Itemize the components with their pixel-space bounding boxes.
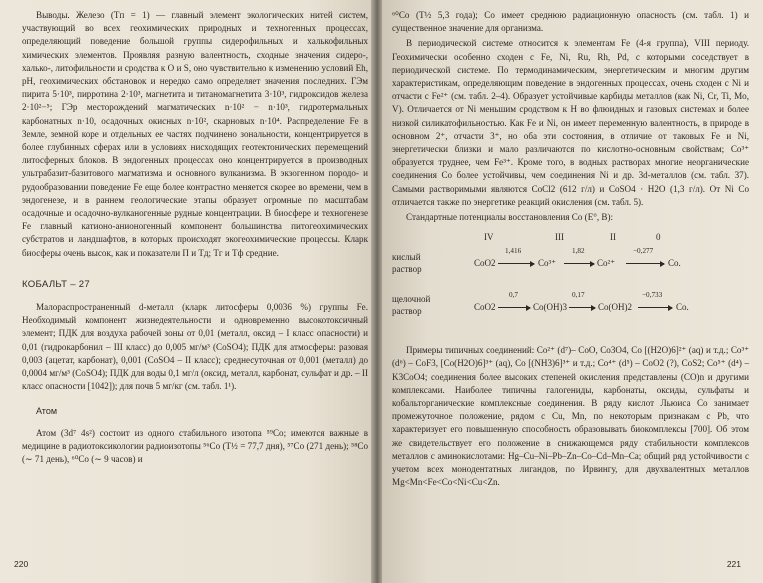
right-paragraph-radiation: ⁶⁰Co (T½ 5,3 года); Co имеет среднюю радиационную опасность (см. табл. 1) и существенное значение для организма. (392, 10, 749, 34)
acid-label-2: раствор (392, 264, 422, 275)
group-label-0: 0 (656, 232, 661, 243)
acid-species-co3: Co³⁺ (538, 258, 556, 269)
acid-potential-2: 1,82 (572, 247, 585, 256)
page-number-right: 221 (726, 558, 741, 569)
base-arrow-2 (569, 307, 595, 308)
left-paragraph-iron-conclusions: Выводы. Железо (Tп = 1) — главный элемент экологических нитей систем, участвующий во всех геохимических природных и техногенных процессах, определяющий поведение большой группы сидерофильных и халькофильных химических элементов. Проявляя разную валентность, сходные значения сидеро-, халько-, литофильности и сродства к O и S, оно чувствительно к изменению условий Eh, pH, геохимических обстановок и нередко само определяет значения последних. ГЭм пирита 5·10³, пирротина 2·10³, магнетита и титаномагнетита 3·10³, гидроксидов железа 2·10²−⁵; ГЭр месторождений магматических n·10² − n·10³, гидротермальных карбонатных n·10, осадочных окисных n·10², скарновых n·10⁴. Распределение Fe в Земле, земной коре и отдельных ее частях подчинено зональности, концентрируется в более глубинных сферах или в условиях нисходящих геотектонических перемещений литосферных блоков. В эндогенных процессах оно концентрируется в производных ультрабазит-базитового магматизма и основного вулканизма. В экзогенном породо- и рудообразовании поведение Fe еще более контрастно меняется скорее во времени, чем в эндогенезе, и в раннем геологические этапы образует огромные по масштабам осадочные и осадочно-вулканогенные рудные концентрации. В биосфере и техногенезе Fe главный катионо-анионогенный компонент большинства питогеохимических субстратов и ландшафтов, в которых происходят экогеохимические процессы. Кларк биосферы очень высок, как и показатели П и Tд; Tг и Tф средние. (22, 10, 368, 258)
group-label-iv: IV (484, 232, 494, 243)
right-paragraph-potentials-intro: Стандартные потенциалы восстановления Co (E°, B): (406, 212, 614, 223)
acid-label-1: кислый (392, 252, 421, 263)
base-species-co: Co. (676, 302, 689, 313)
group-label-iii: III (555, 232, 564, 243)
group-label-ii: II (610, 232, 616, 243)
cobalt-heading: КОБАЛЬТ – 27 (22, 278, 91, 290)
page-number-left: 220 (14, 558, 29, 569)
acid-potential-3: −0,277 (633, 247, 654, 256)
acid-species-co2: Co²⁺ (597, 258, 615, 269)
base-species-cooh3: Co(OH)3 (533, 302, 567, 313)
reduction-potentials-scheme (392, 228, 749, 338)
base-species-coo2: CoO2 (474, 302, 496, 313)
acid-arrow-2 (564, 263, 594, 264)
acid-potential-1: 1,416 (505, 247, 522, 256)
acid-species-co: Co. (668, 258, 681, 269)
right-paragraph-periodic: В периодической системе относится к элементам Fe (4-я группа), VIII периоду. Геохимически особенно сходен с Fe, Ni, Ru, Rh, Pd, с которыми соседствует в периодической системе. По термодинамическим, энергетическим и многим другим характеристикам, определяющим поведение в эндогенных процессах, очень сходен с Ni и отчасти с Fe²⁺ (см. табл. 2–4). Образует устойчивые карбиды металлов (как Ni, Cr, Ti, Mo, V). Отличается от Ni меньшим сродством к H во флюидных и газовых системах и более низкой силикатофильностью. Как Fe и Ni, он имеет переменную валентность, в природе в основном 2⁺, отчасти 3⁺, но оба эти состояния, в отличие от таковых Fe и Ni, энергетически близки и мало различаются по кислотно-основным свойствам; Co³⁺ образуется труднее, чем Fe³⁺. Кроме того, в водных растворах многие неорганические соединения Co более устойчивы, чем соединения Ni и др. 3d-металлов (см. табл. 37). Самыми растворимыми являются CoCl2 (612 г/л) и CoSO4 · H2O (1,3 г/л). От Ni Co отличается также по энергетике реакций окисления (см. табл. 5). (392, 38, 749, 207)
base-label-1: щелочной (392, 294, 431, 305)
base-species-cooh2: Co(OH)2 (598, 302, 632, 313)
acid-species-coo2: CoO2 (474, 258, 496, 269)
base-arrow-1 (498, 307, 530, 308)
left-paragraph-cobalt-intro: Малораспространенный d-металл (кларк литосферы 0,0036 %) группы Fe. Необходимый компонент жизнедеятельности и одновременно высокотоксичный элемент; ПДК для воздуха рабочей зоны от 0,01 (металл, оксид – I класс опасности) и 0,01 (гидрокарбонил – III класс) до 0,005 мг/м³ (CoSO4); ПДК для атмосферы: разовая 0,003 (ацетат, карбонат), 0,001 (CoSO4 – II класс); среднесуточная от 0,001 (металл) до 0,0004 мг/м³ (CoSO4); ПДК для воды 0,1 мг/л (оксид, металл, карбонат, сульфат и др. – II класс опасности [1042]); для почв 5 мг/кг (см. табл. 1¹). (22, 302, 368, 392)
right-paragraph-compounds: Примеры типичных соединений: Co²⁺ (d⁷)– CoO, Co3O4, Co [(H2O)6]²⁺ (aq) и т.д.; Co³⁺ (d⁶) – CoF3, [Co(H2O)6]³⁺ (aq), Co [(NH3)6]³⁺ и т.д.; Co⁴⁺ (d⁵) – CoO2 (?), CoS2; Co⁵⁺ (d⁴) – K3CoO4; соединения более высоких степеней окисления представлены (CO)n и другими комплексами. Наиболее типичны галогениды, карбонаты, оксиды, сульфаты и кобальторганические комплексные соединения. В ряду кислот Льюиса Co занимает промежуточное положение, рядом с Cu, Mn, по некоторым признакам с Pb, что характеризует его повышенную способность образовывать биокомплексы [700]. Об этом же свидетельствует его положение в снижающемся ряду стабильности комплексов металлов с аминокислотами: Hg–Cu–Ni–Pb–Zn–Co–Cd–Mn–Ca; общий ряд устойчивости с учетом всех монодентатных лигандов, по Ирвингу, для двухвалентных металлов Mg<Mn<Fe<Co<Ni<Cu<Zn. (392, 345, 749, 488)
atom-heading: Атом (36, 406, 58, 417)
acid-arrow-3 (626, 263, 664, 264)
base-potential-1: 0,7 (509, 291, 518, 300)
right-page (382, 0, 763, 583)
left-paragraph-atom: Атом (3d⁷ 4s²) состоит из одного стабильного изотопа ⁵⁹Co; имеются важные в медицине в радиотоксикологии радиоизотопы ⁵⁶Co (T½ = 77,7 дня), ⁵⁷Co (271 день); ⁵⁸Co (∼ 71 день), ⁶⁰Co (∼ 9 часов) и (22, 427, 368, 465)
base-potential-2: 0,17 (572, 291, 585, 300)
left-page (0, 0, 374, 583)
acid-arrow-1 (498, 263, 534, 264)
base-label-2: раствор (392, 306, 422, 317)
base-potential-3: −0,733 (642, 291, 663, 300)
base-arrow-3 (638, 307, 672, 308)
